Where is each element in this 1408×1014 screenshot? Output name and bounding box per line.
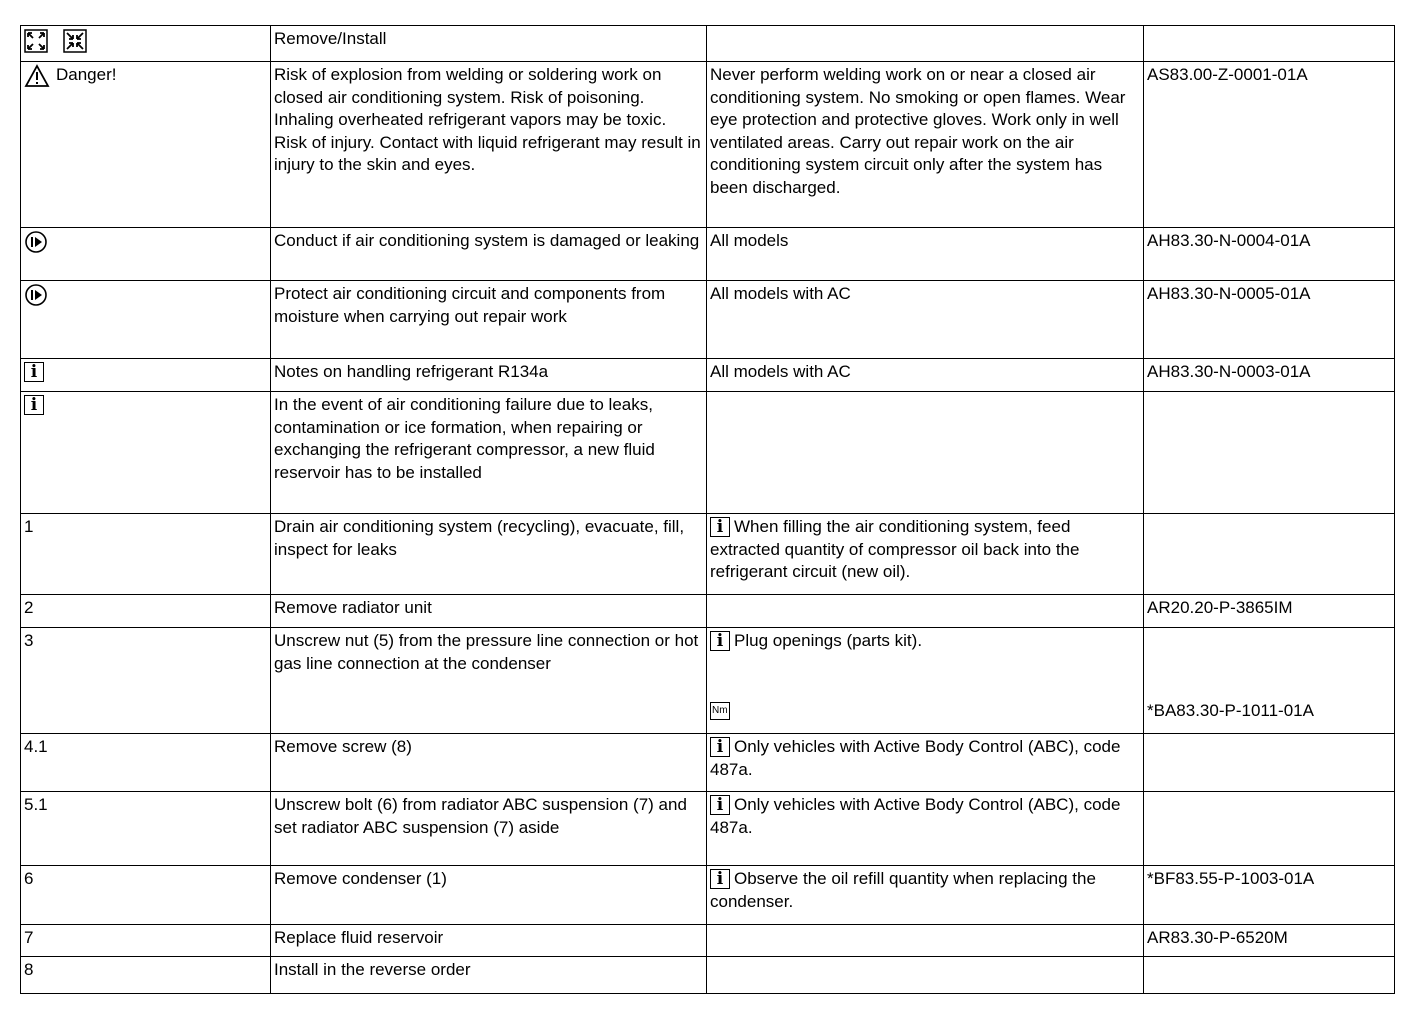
reference-code: AH83.30-N-0005-01A bbox=[1144, 281, 1395, 359]
step-note-text: Only vehicles with Active Body Control (ABC), code 487a. bbox=[710, 737, 1121, 779]
step-note-text: Plug openings (parts kit). bbox=[734, 631, 923, 650]
table-row bbox=[21, 925, 1395, 957]
info-icon: i bbox=[24, 395, 44, 415]
danger-cell bbox=[21, 62, 271, 228]
step-note-text: When filling the air conditioning system, feed extracted quantity of compressor oil back into the refrigerant circuit (new oil). bbox=[710, 517, 1080, 581]
step-text: Install in the reverse order bbox=[271, 957, 707, 994]
procedure-note-icon bbox=[24, 230, 48, 254]
empty-cell bbox=[707, 595, 1144, 628]
info-icon: i bbox=[710, 517, 730, 537]
step-note bbox=[707, 514, 1144, 595]
danger-label: Danger! bbox=[56, 65, 117, 84]
note-text: In the event of air conditioning failure due to leaks, contamination or ice formation, when repairing or exchanging the refrigerant compressor, a new fluid reservoir has to be installed bbox=[271, 392, 707, 514]
procedure-note-icon bbox=[24, 283, 48, 307]
safety-note: Never perform welding work on or near a closed air conditioning system. No smoking or open flames. Wear eye protection and protective gloves. Work only in well ventilated areas. Carry out repair work on the air conditioning system circuit only after the system has been discharged. bbox=[707, 62, 1144, 228]
reference-code: AS83.00-Z-0001-01A bbox=[1144, 62, 1395, 228]
icon-cell bbox=[21, 281, 271, 359]
page-title: Remove/Install bbox=[271, 26, 707, 62]
install-icon bbox=[63, 29, 87, 53]
step-number: 1 bbox=[21, 514, 271, 595]
info-icon: i bbox=[710, 631, 730, 651]
step-number: 4.1 bbox=[21, 734, 271, 792]
step-number: 5.1 bbox=[21, 792, 271, 866]
info-icon: i bbox=[710, 869, 730, 889]
procedure-table bbox=[20, 25, 1395, 994]
reference-code: AR83.30-P-6520M bbox=[1144, 925, 1395, 957]
icon-cell bbox=[21, 392, 271, 514]
remove-icon bbox=[24, 29, 48, 53]
reference-code: AH83.30-N-0004-01A bbox=[1144, 228, 1395, 281]
step-number: 3 bbox=[21, 628, 271, 734]
info-icon: i bbox=[710, 795, 730, 815]
empty-cell bbox=[1144, 392, 1395, 514]
icon-cell bbox=[21, 359, 271, 392]
table-row bbox=[21, 392, 1395, 514]
table-row bbox=[21, 866, 1395, 925]
empty-cell bbox=[1144, 514, 1395, 595]
step-note bbox=[707, 866, 1144, 925]
table-row bbox=[21, 792, 1395, 866]
info-icon: i bbox=[710, 737, 730, 757]
empty-cell bbox=[1144, 734, 1395, 792]
reference-cell bbox=[1144, 628, 1395, 734]
empty-cell bbox=[707, 957, 1144, 994]
step-text: Unscrew bolt (6) from radiator ABC suspension (7) and set radiator ABC suspension (7) aside bbox=[271, 792, 707, 866]
step-note bbox=[707, 792, 1144, 866]
step-number: 2 bbox=[21, 595, 271, 628]
empty-cell bbox=[1144, 26, 1395, 62]
step-text: Drain air conditioning system (recycling), evacuate, fill, inspect for leaks bbox=[271, 514, 707, 595]
empty-cell bbox=[1144, 957, 1395, 994]
note-text: Conduct if air conditioning system is damaged or leaking bbox=[271, 228, 707, 281]
warning-triangle-icon bbox=[24, 64, 50, 88]
step-text: Replace fluid reservoir bbox=[271, 925, 707, 957]
risk-text: Risk of explosion from welding or soldering work on closed air conditioning system. Risk of poisoning. Inhaling overheated refrigerant vapors may be toxic. Risk of injury. Contact with liquid refrigerant may result in injury to the skin and eyes. bbox=[271, 62, 707, 228]
table-row bbox=[21, 595, 1395, 628]
note-text: Protect air conditioning circuit and components from moisture when carrying out repair work bbox=[271, 281, 707, 359]
header-row bbox=[21, 26, 1395, 62]
empty-cell bbox=[707, 392, 1144, 514]
table-row bbox=[21, 62, 1395, 228]
table-row bbox=[21, 228, 1395, 281]
reference-code: *BA83.30-P-1011-01A bbox=[1147, 701, 1314, 720]
table-row bbox=[21, 514, 1395, 595]
applicability: All models with AC bbox=[707, 281, 1144, 359]
step-number: 6 bbox=[21, 866, 271, 925]
step-number: 7 bbox=[21, 925, 271, 957]
step-text: Remove radiator unit bbox=[271, 595, 707, 628]
empty-cell bbox=[707, 26, 1144, 62]
step-text: Remove condenser (1) bbox=[271, 866, 707, 925]
table-row bbox=[21, 359, 1395, 392]
info-icon: i bbox=[24, 362, 44, 382]
torque-icon: Nm bbox=[710, 702, 730, 720]
step-note-text: Observe the oil refill quantity when replacing the condenser. bbox=[710, 869, 1096, 911]
step-text: Remove screw (8) bbox=[271, 734, 707, 792]
icon-cell bbox=[21, 228, 271, 281]
table-row bbox=[21, 957, 1395, 994]
table-row bbox=[21, 734, 1395, 792]
table-row bbox=[21, 281, 1395, 359]
step-number: 8 bbox=[21, 957, 271, 994]
table-row bbox=[21, 628, 1395, 734]
note-text: Notes on handling refrigerant R134a bbox=[271, 359, 707, 392]
reference-code: AR20.20-P-3865IM bbox=[1144, 595, 1395, 628]
reference-code: AH83.30-N-0003-01A bbox=[1144, 359, 1395, 392]
step-note bbox=[707, 734, 1144, 792]
step-text: Unscrew nut (5) from the pressure line connection or hot gas line connection at the condenser bbox=[271, 628, 707, 734]
step-note bbox=[707, 628, 1144, 734]
step-note-text: Only vehicles with Active Body Control (ABC), code 487a. bbox=[710, 795, 1121, 837]
applicability: All models with AC bbox=[707, 359, 1144, 392]
remove-install-icons bbox=[21, 26, 271, 62]
empty-cell bbox=[1144, 792, 1395, 866]
reference-code: *BF83.55-P-1003-01A bbox=[1144, 866, 1395, 925]
applicability: All models bbox=[707, 228, 1144, 281]
empty-cell bbox=[707, 925, 1144, 957]
